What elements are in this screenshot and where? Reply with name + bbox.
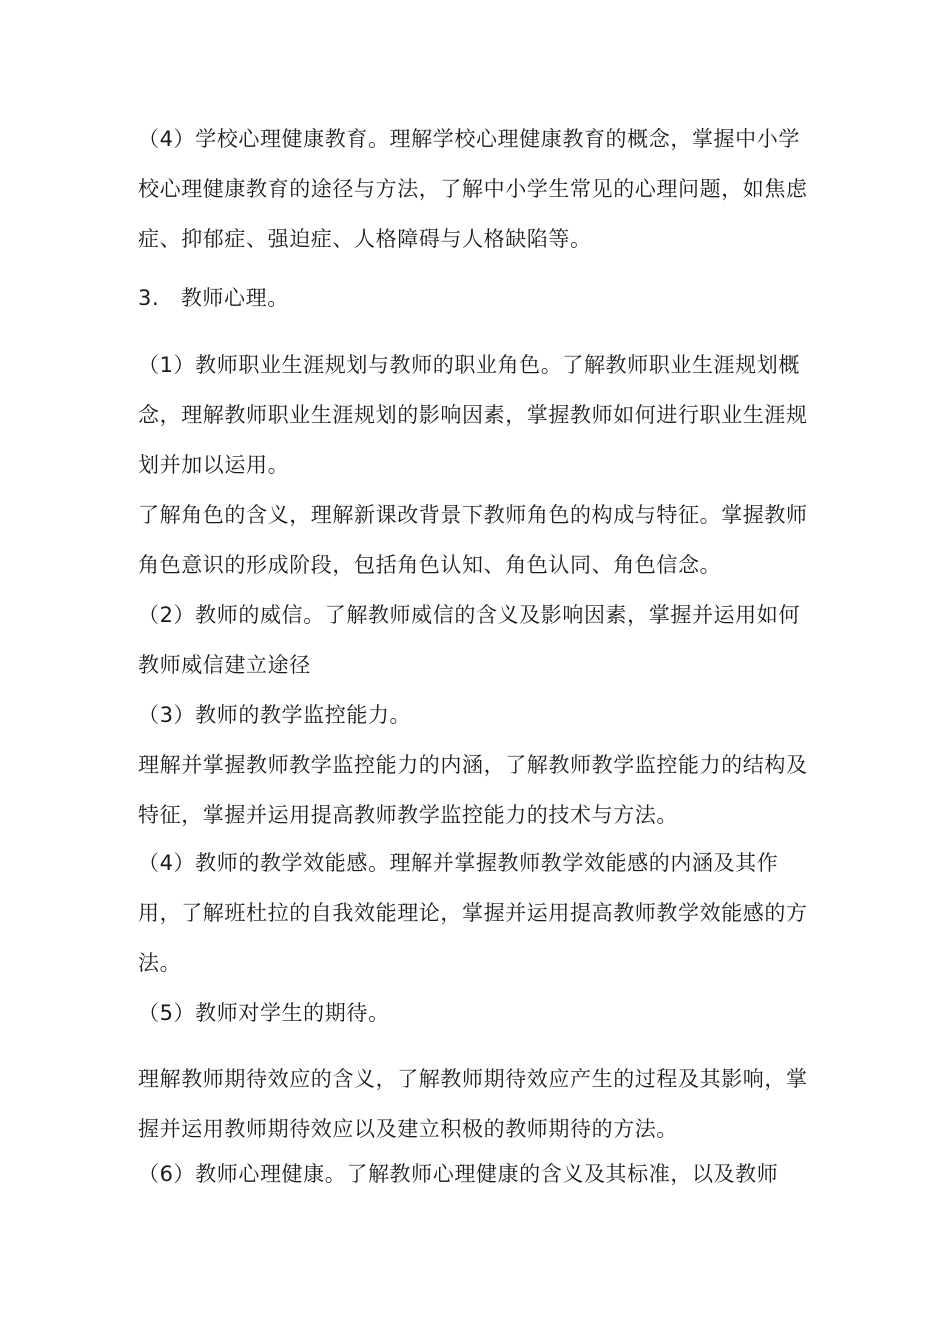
paragraph-teacher-prestige: （2）教师的威信。了解教师威信的含义及影响因素，掌握并运用如何教师威信建立途径 xyxy=(138,603,800,677)
paragraph-teacher-expectation-heading: （5）教师对学生的期待。 xyxy=(138,1001,390,1025)
paragraph-teacher-expectation: 理解教师期待效应的含义，了解教师期待效应产生的过程及其影响，掌握并运用教师期待效应以及建立积极的教师期待的方法。 xyxy=(138,1067,808,1141)
paragraph-career-planning: （1）教师职业生涯规划与教师的职业角色。了解教师职业生涯规划概念，理解教师职业生涯规划的影响因素，掌握教师如何进行职业生涯规划并加以运用。 xyxy=(138,353,808,477)
paragraph-teaching-monitoring: 理解并掌握教师教学监控能力的内涵，了解教师教学监控能力的结构及特征，掌握并运用提高教师教学监控能力的技术与方法。 xyxy=(138,753,808,827)
paragraph-teacher-mental-health: （6）教师心理健康。了解教师心理健康的含义及其标准，以及教师 xyxy=(138,1162,779,1186)
paragraph-school-mental-health: （4）学校心理健康教育。理解学校心理健康教育的概念，掌握中小学校心理健康教育的途径与方法，了解中小学生常见的心理问题，如焦虑症、抑郁症、强迫症、人格障碍与人格缺陷等。 xyxy=(138,127,808,251)
paragraph-teaching-efficacy: （4）教师的教学效能感。理解并掌握教师教学效能感的内涵及其作用，了解班杜拉的自我效能理论，掌握并运用提高教师教学效能感的方法。 xyxy=(138,851,808,975)
paragraph-teaching-monitoring-heading: （3）教师的教学监控能力。 xyxy=(138,703,412,727)
paragraph-role-meaning: 了解角色的含义，理解新课改背景下教师角色的构成与特征。掌握教师角色意识的形成阶段，包括角色认知、角色认同、角色信念。 xyxy=(138,503,808,577)
section-heading-teacher-psychology: 3. 教师心理。 xyxy=(138,286,289,310)
